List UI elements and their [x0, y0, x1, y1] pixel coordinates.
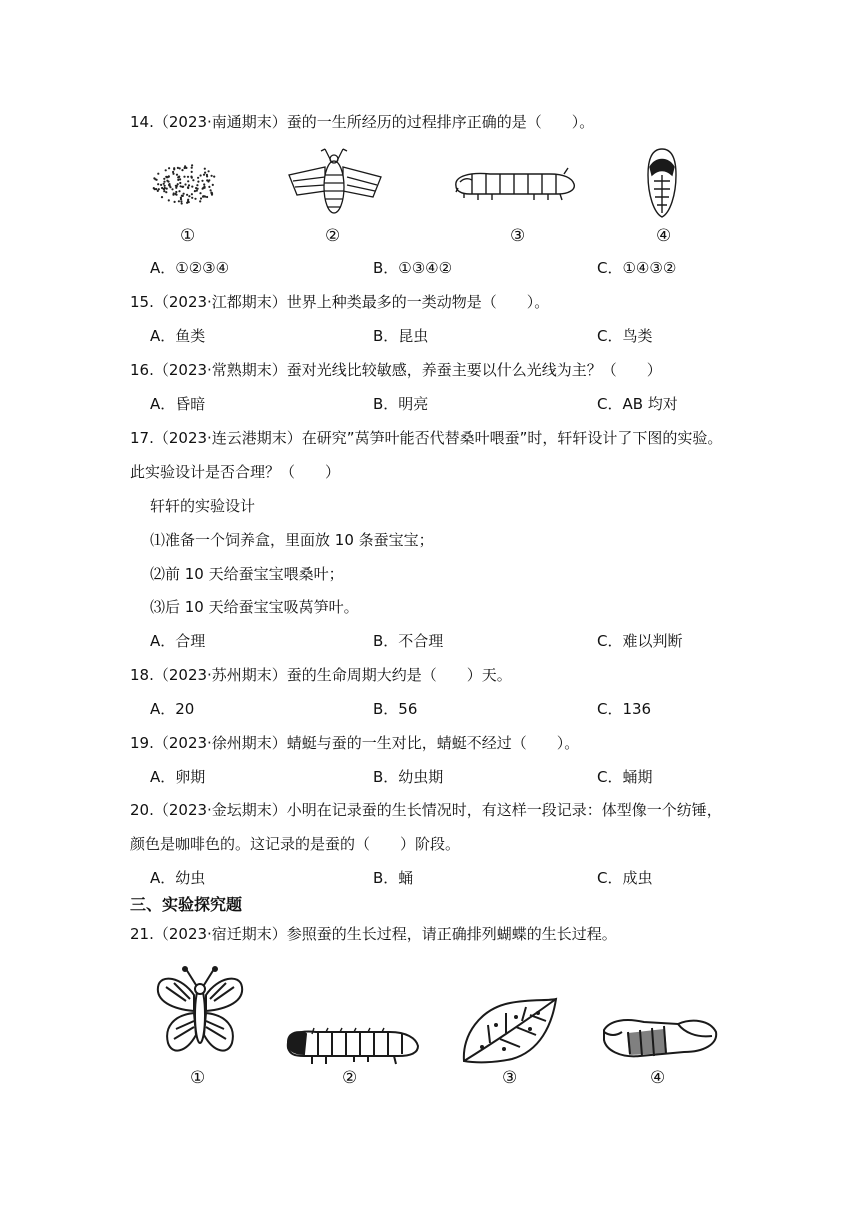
q15-text: 15.（2023·江都期末）世界上种类最多的一类动物是（ ）。	[130, 293, 550, 311]
q20-text-line1: 20.（2023·金坛期末）小明在记录蚕的生长情况时，有这样一段记录：体型像一个纺锤，	[130, 801, 722, 819]
q20-text-line2: 颜色是咖啡色的。这记录的是蚕的（ ）阶段。	[130, 835, 461, 853]
q17-step-1: ⑴准备一个饲养盒，里面放 10 条蚕宝宝；	[150, 531, 434, 549]
q18-option-b[interactable]: B．56	[373, 700, 418, 718]
q14-label-2: ②	[325, 226, 341, 246]
eggs-figure	[150, 160, 220, 208]
q21-label-4: ④	[650, 1068, 666, 1088]
q16-text: 16.（2023·常熟期末）蚕对光线比较敏感，养蚕主要以什么光线为主？（ ）	[130, 361, 662, 379]
q17-option-c[interactable]: C．难以判断	[597, 632, 683, 650]
q17-option-b[interactable]: B．不合理	[373, 632, 444, 650]
q19-option-a[interactable]: A．卵期	[150, 768, 206, 786]
leaf-eggs-figure	[460, 995, 560, 1065]
q21-label-3: ③	[502, 1068, 518, 1088]
q20-option-a[interactable]: A．幼虫	[150, 869, 206, 887]
q17-step-3: ⑶后 10 天给蚕宝宝吸莴笋叶。	[150, 598, 359, 616]
q15-option-b[interactable]: B．昆虫	[373, 327, 429, 345]
q18-option-c[interactable]: C．136	[597, 700, 652, 718]
q15-option-a[interactable]: A．鱼类	[150, 327, 206, 345]
q14-text: 14.（2023·南通期末）蚕的一生所经历的过程排序正确的是（ ）。	[130, 113, 595, 131]
moth-figure	[285, 145, 385, 225]
q14-label-3: ③	[510, 226, 526, 246]
q16-option-a[interactable]: A．昏暗	[150, 395, 206, 413]
q20-option-c[interactable]: C．成虫	[597, 869, 653, 887]
q19-option-b[interactable]: B．幼虫期	[373, 768, 444, 786]
q17-text-line2: 此实验设计是否合理？（ ）	[130, 463, 341, 481]
q16-option-b[interactable]: B．明亮	[373, 395, 429, 413]
butterfly-figure	[152, 965, 248, 1065]
larva-figure	[450, 160, 580, 210]
q19-text: 19.（2023·徐州期末）蜻蜓与蚕的一生对比，蜻蜓不经过（ ）。	[130, 734, 580, 752]
q18-option-a[interactable]: A．20	[150, 700, 195, 718]
q17-text-line1: 17.（2023·连云港期末）在研究”莴笋叶能否代替桑叶喂蚕”时，轩轩设计了下图的实验。	[130, 429, 723, 447]
q17-option-a[interactable]: A．合理	[150, 632, 206, 650]
q15-option-c[interactable]: C．鸟类	[597, 327, 653, 345]
chrysalis-figure	[600, 1010, 720, 1064]
q20-option-b[interactable]: B．蛹	[373, 869, 414, 887]
q21-text: 21.（2023·宿迁期末）参照蚕的生长过程，请正确排列蝴蝶的生长过程。	[130, 925, 617, 943]
section-title: 三、实验探究题	[130, 895, 243, 914]
q21-label-1: ①	[190, 1068, 206, 1088]
q14-option-b[interactable]: B．①③④②	[373, 259, 453, 277]
q18-text: 18.（2023·苏州期末）蚕的生命周期大约是（ ）天。	[130, 666, 512, 684]
q21-label-2: ②	[342, 1068, 358, 1088]
q17-step-2: ⑵前 10 天给蚕宝宝喂桑叶；	[150, 565, 344, 583]
q19-option-c[interactable]: C．蛹期	[597, 768, 653, 786]
q14-option-a[interactable]: A．①②③④	[150, 259, 230, 277]
q14-label-1: ①	[180, 226, 196, 246]
caterpillar-figure	[282, 1020, 422, 1070]
pupa-figure	[642, 145, 682, 221]
q14-option-c[interactable]: C．①④③②	[597, 259, 677, 277]
q14-label-4: ④	[656, 226, 672, 246]
q17-design-title: 轩轩的实验设计	[150, 497, 256, 515]
q16-option-c[interactable]: C．AB 均对	[597, 395, 678, 413]
